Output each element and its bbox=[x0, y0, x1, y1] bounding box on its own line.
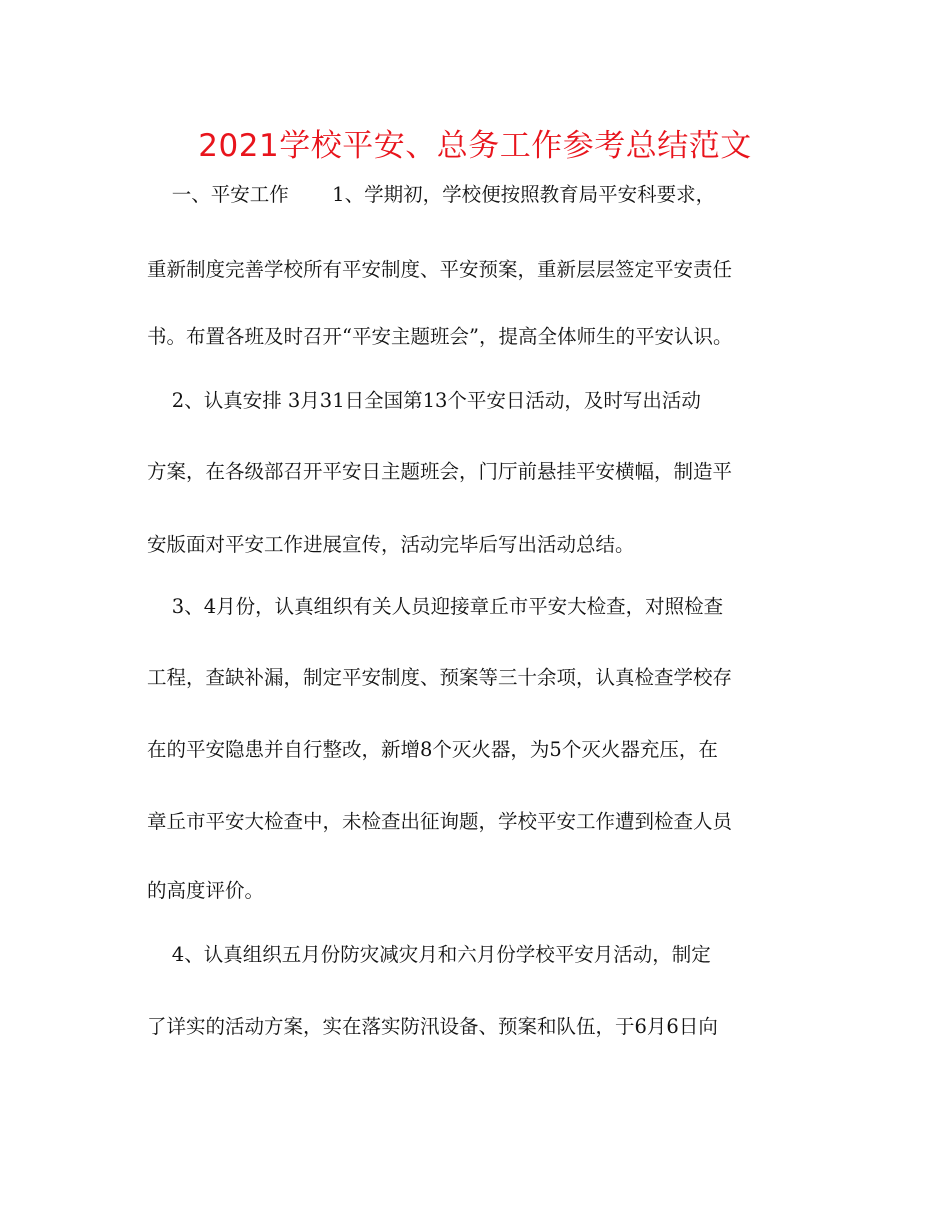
paragraph-line: 安版面对平安工作进展宣传，活动完毕后写出活动总结。 bbox=[147, 533, 635, 556]
paragraph-line: 3、4月份，认真组织有关人员迎接章丘市平安大检查，对照检查 bbox=[147, 595, 724, 618]
document-title: 2021学校平安、总务工作参考总结范文 bbox=[198, 128, 752, 164]
paragraph-line: 2、认真安排 3月31日全国第13个平安日活动，及时写出活动 bbox=[147, 389, 701, 412]
paragraph-line: 方案，在各级部召开平安日主题班会，门厅前悬挂平安横幅，制造平 bbox=[147, 460, 733, 483]
paragraph-line: 的高度评价。 bbox=[147, 879, 265, 902]
paragraph-line: 重新制度完善学校所有平安制度、平安预案，重新层层签定平安责任 bbox=[147, 258, 733, 281]
paragraph-line: 工程，查缺补漏，制定平安制度、预案等三十余项，认真检查学校存 bbox=[147, 666, 733, 689]
paragraph-line: 在的平安隐患并自行整改，新增8个灭火器，为5个灭火器充压，在 bbox=[147, 738, 718, 761]
paragraph-line: 一、平安工作 1、学期初，学校便按照教育局平安科要求， bbox=[147, 183, 716, 206]
paragraph-line: 4、认真组织五月份防灾减灾月和六月份学校平安月活动，制定 bbox=[147, 943, 711, 966]
paragraph-line: 章丘市平安大检查中，未检查出征询题，学校平安工作遭到检查人员 bbox=[147, 810, 733, 833]
paragraph-line: 书。布置各班及时召开“平安主题班会”，提高全体师生的平安认识。 bbox=[147, 325, 733, 348]
paragraph-line: 了详实的活动方案，实在落实防汛设备、预案和队伍，于6月6日向 bbox=[147, 1015, 718, 1038]
